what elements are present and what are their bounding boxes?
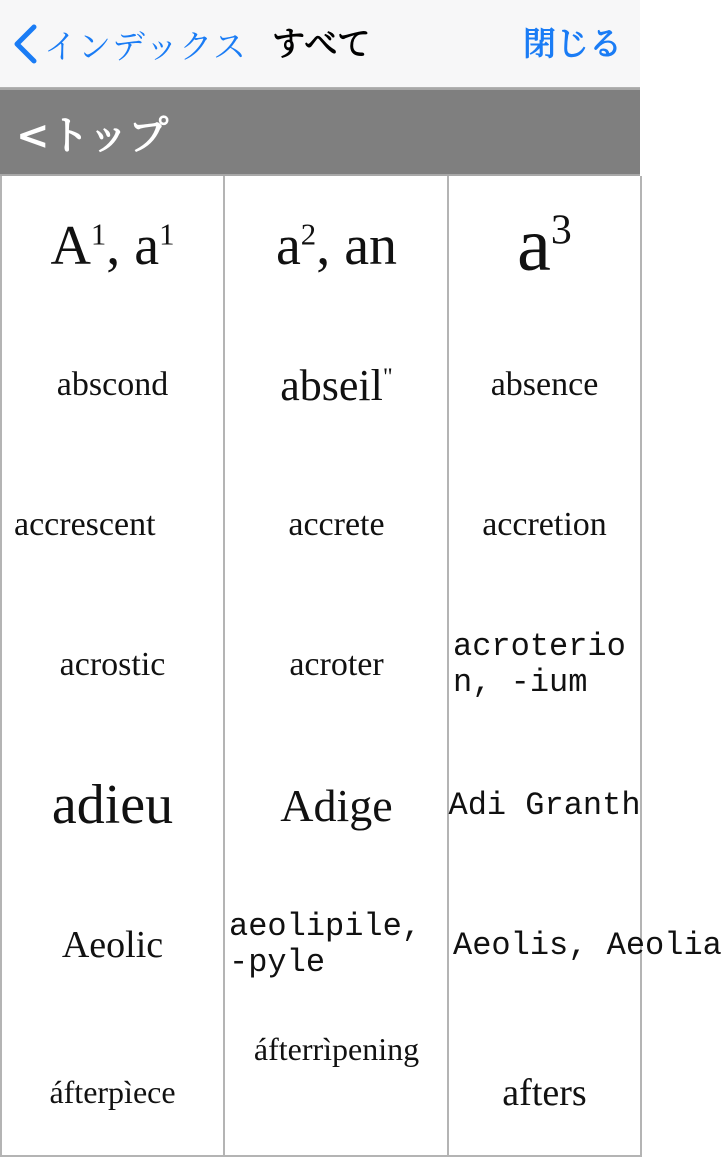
section-header-top[interactable]: <トップ xyxy=(0,88,640,176)
grid-cell-text: áfterpìece xyxy=(49,1074,176,1110)
grid-cell[interactable] xyxy=(0,315,225,457)
grid-cell-text: acrostic xyxy=(59,646,166,683)
grid-cell[interactable] xyxy=(223,735,450,877)
grid-cell[interactable] xyxy=(447,595,642,737)
grid-cell-text: accrescent xyxy=(14,506,156,543)
grid-cell[interactable] xyxy=(447,315,642,457)
grid-cell[interactable] xyxy=(0,455,225,597)
grid-cell[interactable] xyxy=(223,1015,450,1157)
grid-cell-text: Aeolic xyxy=(61,924,164,966)
grid-cell-text: $a^3$ xyxy=(517,203,572,287)
grid-cell[interactable] xyxy=(223,595,450,737)
grid-cell[interactable] xyxy=(447,875,722,1017)
grid-cell[interactable] xyxy=(223,315,450,457)
grid-cell-text: Aeolis, Aeolia xyxy=(453,926,722,964)
close-button[interactable]: 閉じる xyxy=(523,24,622,63)
grid-cell-text: acroter xyxy=(289,646,384,683)
grid-cell-text: $A^1$, $a^1$ xyxy=(50,214,175,277)
grid-cell[interactable] xyxy=(0,176,225,317)
grid-cell[interactable] xyxy=(223,875,450,1017)
grid-cell[interactable] xyxy=(0,1015,225,1157)
grid-cell-text: aeolipile, -pyle xyxy=(229,908,422,981)
index-grid xyxy=(0,176,722,1114)
grid-cell[interactable] xyxy=(223,455,450,597)
grid-cell[interactable] xyxy=(447,176,642,317)
grid-cell-text: absence xyxy=(490,366,599,403)
grid-cell-text: áfterrìpening xyxy=(253,1031,420,1067)
grid-cell-text: acroterion, -ium xyxy=(453,628,626,701)
chevron-left-icon xyxy=(10,24,40,64)
page-title: すべて xyxy=(272,24,371,63)
navigation-bar xyxy=(0,0,640,88)
grid-cell-text: $a^2$, an xyxy=(275,214,398,277)
grid-cell-text: accrete xyxy=(288,506,385,543)
grid-cell[interactable] xyxy=(447,455,642,597)
grid-cell-text: adieu xyxy=(51,774,174,836)
grid-cell-text: afters xyxy=(502,1072,587,1114)
grid-cell[interactable] xyxy=(0,875,225,1017)
back-button[interactable] xyxy=(10,0,247,88)
grid-cell-text: Adi Granth xyxy=(448,786,641,824)
grid-cell-text: abseil" xyxy=(280,360,393,410)
grid-cell[interactable] xyxy=(0,735,225,877)
back-button-label: インデックス xyxy=(44,26,248,66)
grid-cell[interactable] xyxy=(223,176,450,317)
grid-cell-text: Adige xyxy=(280,779,393,831)
grid-cell[interactable] xyxy=(447,735,642,877)
grid-cell[interactable] xyxy=(0,595,225,737)
grid-cell[interactable] xyxy=(447,1015,642,1157)
grid-cell-text: abscond xyxy=(56,366,169,403)
grid-cell-text: accretion xyxy=(482,506,607,543)
